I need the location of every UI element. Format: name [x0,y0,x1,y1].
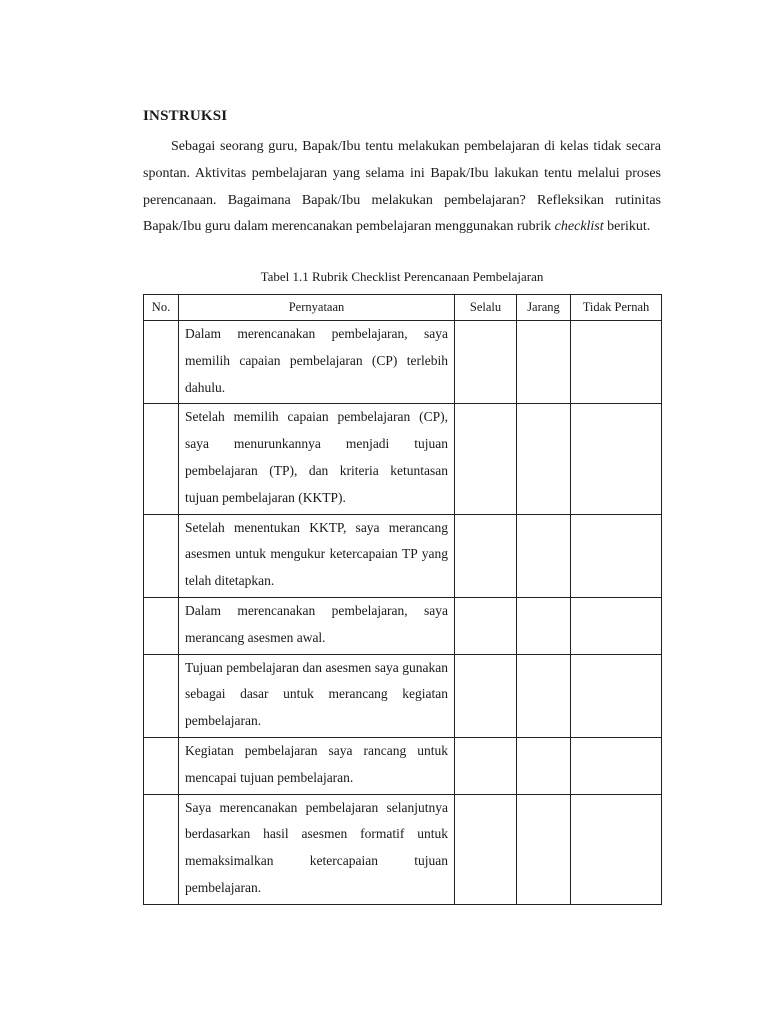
row-number-cell [144,597,179,654]
always-checkbox-cell[interactable] [455,654,517,737]
never-checkbox-cell[interactable] [571,597,662,654]
rarely-checkbox-cell[interactable] [517,404,571,514]
intro-italic-term: checklist [554,219,604,235]
statement-cell: Dalam merencanakan pembelajaran, saya merancang asesmen awal. [179,597,455,654]
statement-cell: Kegiatan pembelajaran saya rancang untuk mencapai tujuan pembelajaran. [179,737,455,794]
rarely-checkbox-cell[interactable] [517,654,571,737]
header-statement: Pernyataan [179,295,455,321]
statement-cell: Setelah memilih capaian pembelajaran (CP), saya menurunkannya menjadi tujuan pembelajaran (TP), dan kriteria ketuntasan tujuan pembelajaran (KKTP). [179,404,455,514]
header-rarely: Jarang [517,295,571,321]
never-checkbox-cell[interactable] [571,737,662,794]
intro-text-end: berikut. [603,219,651,235]
header-always: Selalu [455,295,517,321]
statement-cell: Tujuan pembelajaran dan asesmen saya gunakan sebagai dasar untuk merancang kegiatan pembelajaran. [179,654,455,737]
never-checkbox-cell[interactable] [571,514,662,597]
rarely-checkbox-cell[interactable] [517,597,571,654]
rarely-checkbox-cell[interactable] [517,737,571,794]
row-number-cell [144,514,179,597]
section-heading: INSTRUKSI [143,108,228,124]
table-caption: Tabel 1.1 Rubrik Checklist Perencanaan Pembelajaran [260,269,544,284]
table-row [144,737,662,794]
row-number-cell [144,321,179,404]
row-number-cell [144,404,179,514]
table-row [144,321,662,404]
header-no: No. [144,295,179,321]
row-number-cell [144,794,179,904]
always-checkbox-cell[interactable] [455,794,517,904]
table-row [144,404,662,514]
statement-cell: Saya merencanakan pembelajaran selanjutnya berdasarkan hasil asesmen formatif untuk memaksimalkan ketercapaian tujuan pembelajaran. [179,794,455,904]
row-number-cell [144,654,179,737]
rarely-checkbox-cell[interactable] [517,321,571,404]
always-checkbox-cell[interactable] [455,514,517,597]
never-checkbox-cell[interactable] [571,654,662,737]
table-header-row [144,295,662,321]
always-checkbox-cell[interactable] [455,321,517,404]
never-checkbox-cell[interactable] [571,321,662,404]
table-row [144,654,662,737]
always-checkbox-cell[interactable] [455,737,517,794]
table-row [144,597,662,654]
table-row [144,514,662,597]
row-number-cell [144,737,179,794]
never-checkbox-cell[interactable] [571,794,662,904]
always-checkbox-cell[interactable] [455,404,517,514]
intro-paragraph [143,134,661,241]
statement-cell: Setelah menentukan KKTP, saya merancang asesmen untuk mengukur ketercapaian TP yang telah ditetapkan. [179,514,455,597]
intro-text: Sebagai seorang guru, Bapak/Ibu tentu melakukan pembelajaran di kelas tidak secara spontan. Aktivitas pembelajaran yang selama ini Bapak/Ibu lakukan tentu melalui proses perencanaan. Bagaimana Bapak/Ibu melakukan pembelajaran? Refleksikan rutinitas Bapak/Ibu guru dalam merencanakan pembelajaran menggunakan rubrik [143,139,661,235]
statement-cell: Dalam merencanakan pembelajaran, saya memilih capaian pembelajaran (CP) terlebih dahulu. [179,321,455,404]
rarely-checkbox-cell[interactable] [517,514,571,597]
checklist-table [143,294,662,905]
rarely-checkbox-cell[interactable] [517,794,571,904]
always-checkbox-cell[interactable] [455,597,517,654]
header-never: Tidak Pernah [571,295,662,321]
never-checkbox-cell[interactable] [571,404,662,514]
table-row [144,794,662,904]
